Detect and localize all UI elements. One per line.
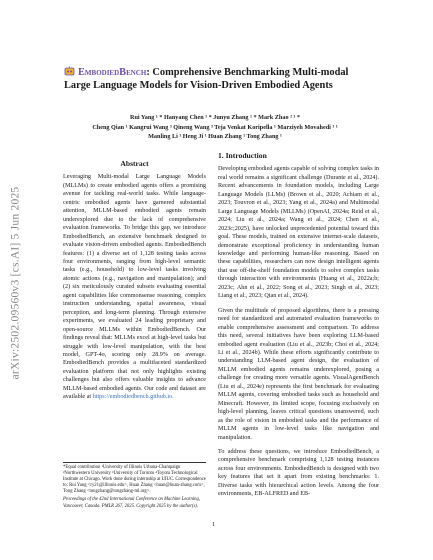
title-benchmark-name: EmbodiedBench [78,67,147,78]
abstract-column [63,160,206,408]
project-link[interactable]: https://embodiedbench.github.io. [92,394,174,401]
intro-heading: 1. Introduction [218,151,267,160]
title-text: : Comprehensive Benchmarking Multi-modal Large Language Models for Vision-Driven Embodied Agents [64,67,349,91]
authors-line-3: Manling Li ³ Heng Ji ¹ Huan Zhang ¹ Tong Zhang ¹ [148,133,282,141]
introduction-column [218,152,379,505]
intro-paragraph-1: Developing embodied agents capable of solving complex tasks in real world remains a significant challenge (Durante et al., 2024). Recent advancements in foundation models, including Large Language Models (LLMs) (Brown et al., 2020; Achiam et al., 2023; Touvron et al., 2023; Yang et al., 2024a) and Multimodal Large Language Models (MLLMs) (OpenAI, 2024a; Reid et al., 2024; Liu et al., 2024a; Wang et al., 2024; Chen et al., 2023c;2025), have unlocked unprecedented potential toward this goal. These models, trained on extensive internet-scale datasets, demonstrate exceptional proficiency in understanding human knowledge and performing human-like reasoning. Based on these capabilities, researchers can now design intelligent agents that use off-the-shelf foundation models to solve complex tasks through interaction with environments (Huang et al., 2022a;b; 2023c; Ahn et al., 2022; Song et al., 2023; Singh et al., 2023; Liang et al., 2023; Qian et al., 2024). [218,166,379,300]
arxiv-id: arXiv:2502.09560v3 [cs.AI] 5 Jun 2025 [8,186,22,379]
footnotes [63,462,206,512]
intro-paragraph-3: To address these questions, we introduce EmbodiedBench, a comprehensive benchmark comprising 1,128 testing instances across four environments. EmbodiedBench is designed with two key features that set it apart from existing benchmarks: 1. Diverse tasks with hierarchical action levels. Among the four environments, EB-ALFRED and EB- [218,448,379,498]
abstract-heading: Abstract [120,159,149,168]
robot-logo-icon [64,66,75,76]
page-number: 1 [212,521,216,528]
intro-paragraph-2: Given the multitude of proposed algorithms, there is a pressing need for standardized and automated evaluation frameworks to enable comprehensive assessment and comparison. To address this need, several initiatives have been exploring LLM-based embodied agent evaluation (Liu et al., 2023b; Choi et al., 2024; Li et al., 2024b). While these efforts significantly contribute to understanding LLM-based agent design, the evaluation of MLLM embodied agents remains underexplored, posing a challenge for creating more versatile agents. VisualAgentBench (Liu et al., 2024e) represents the first benchmark for evaluating MLLM agents, covering embodied tasks such as household and Minecraft. However, its limited scope, focusing exclusively on high-level planning, leaves critical questions unanswered, such as the role of vision in embodied tasks and the performance of MLLM agents in low-level tasks like navigation and manipulation. [218,307,379,441]
abstract-body [63,173,206,401]
author-list [60,113,370,142]
authors-line-1: Rui Yang ¹ * Hanyang Chen ¹ * Junyu Zhang ¹ * Mark Zhao ² ¹ * [130,114,300,121]
footnote-affiliations: *Equal contribution ¹University of Illinois Urbana-Champaign ²Northwestern University ³University of Toronto ⁴Toyota Technological Institute at Chicago. Work done during internship at UIUC. Correspondence to: Rui Yang <ry21@illinois.edu>, Huan Zhang <huan@huan-zhang.com>, Tong Zhang <tongzhang@tongzhang-ml.org>. [63,465,206,495]
authors-line-2: Cheng Qian ¹ Kangrui Wang ³ Qineng Wang ³ Teja Venkat Koripella ¹ Marziyeh Movahedi ¹ ¹ [92,123,338,131]
arxiv-watermark [4,150,26,415]
abstract-text: Leveraging Multi-modal Large Language Models (MLLMs) to create embodied agents offers a promising avenue for tackling real-world tasks. While language-centric embodied agents have garnered substantial attention, MLLM-based embodied agents remain underexplored due to the lack of comprehensive evaluation frameworks. To bridge this gap, we introduce EmbodiedBench, an extensive benchmark designed to evaluate vision-driven embodied agents. EmbodiedBench features: (1) a diverse set of 1,128 testing tasks across four environments, ranging from high-level semantic tasks (e.g., household) to low-level tasks involving atomic actions (e.g., navigation and manipulation); and (2) six meticulously curated subsets evaluating essential agent capabilities like commonsense reasoning, complex instruction understanding, spatial awareness, visual perception, and long-term planning. Through extensive experiments, we evaluated 24 leading proprietary and open-source MLLMs within EmbodiedBench. Our findings reveal that: MLLMs excel at high-level tasks but struggle with low-level manipulation, with the best model, GPT-4o, scoring only 28.9% on average. EmbodiedBench provides a multifaceted standardized evaluation platform that not only highlights existing challenges but also offers valuable insights to advance MLLM-based embodied agents. Our code and dataset are available at [63,174,206,401]
footnote-proceedings: Proceedings of the 42nd International Conference on Machine Learning, Vancouver, Canada. PMLR 267, 2025. Copyright 2025 by the author(s). [63,497,200,509]
paper-title [64,66,364,92]
